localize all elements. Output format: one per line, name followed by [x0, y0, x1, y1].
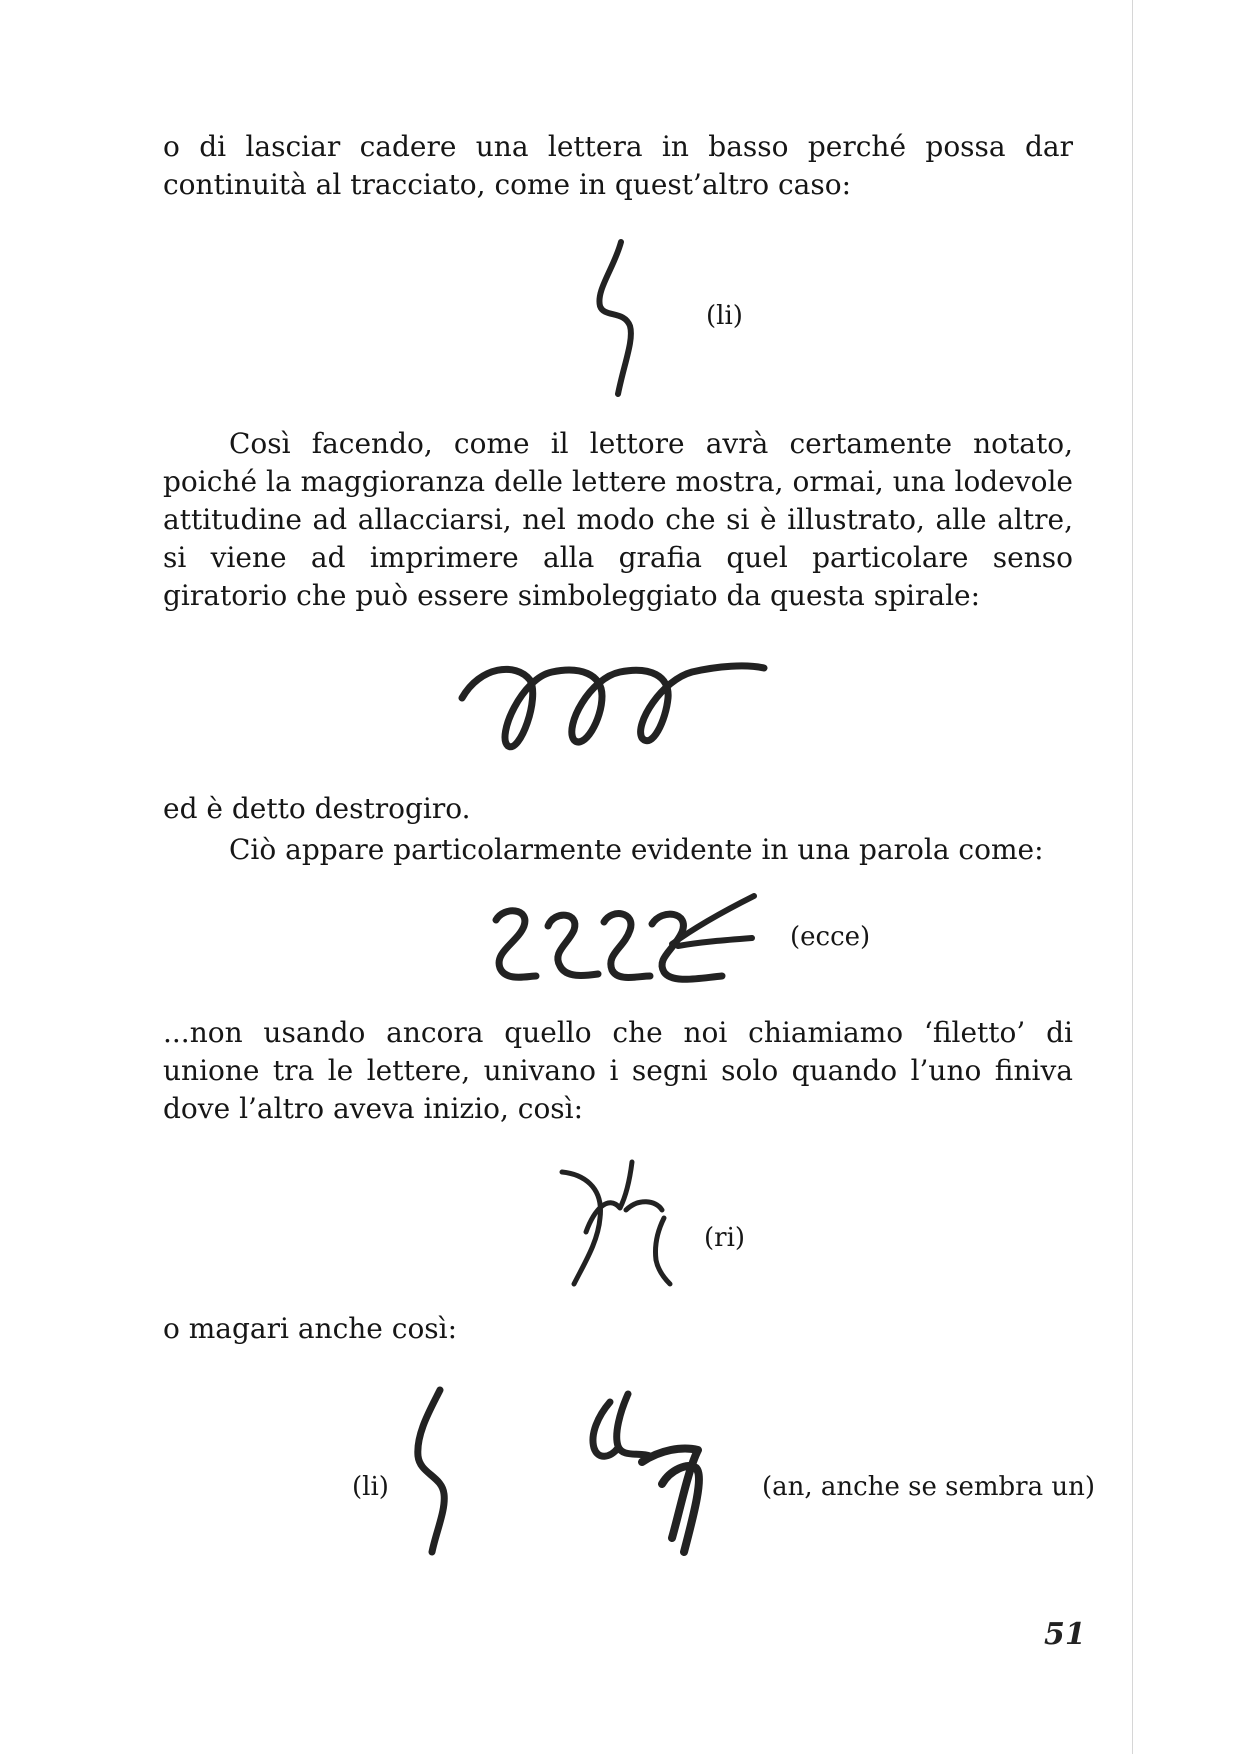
an-glyph: [584, 1392, 714, 1554]
ecce-glyph: [486, 892, 756, 988]
paragraph-intro: o di lasciar cadere una lettera in basso perché possa dar continuità al tracciato, come in quest’altro caso:: [163, 130, 1073, 201]
spiral-glyph: [456, 652, 772, 764]
li-ligature-glyph: [590, 238, 660, 398]
label-li: (li): [706, 301, 743, 331]
page-number: 51: [1044, 1617, 1086, 1652]
paragraph-example: Ciò appare particolarmente evidente in una parola come:: [229, 833, 1044, 866]
paragraph-destrogiro: ed è detto destrogiro.: [163, 792, 471, 825]
page-edge-divider: [1132, 0, 1133, 1754]
label-li-second: (li): [352, 1472, 389, 1502]
li-glyph-second: [410, 1386, 462, 1556]
ri-glyph: [560, 1160, 686, 1286]
label-ecce: (ecce): [790, 922, 871, 952]
paragraph-filetto: ...non usando ancora quello che noi chiamiamo ‘filetto’ di unione tra le lettere, univano i segni solo quando l’uno finiva dove l’altro aveva inizio, così:: [163, 1016, 1073, 1125]
paragraph-magari: o magari anche così:: [163, 1312, 458, 1345]
label-ri: (ri): [704, 1223, 746, 1253]
label-an: (an, anche se sembra un): [762, 1472, 1095, 1502]
paragraph-spiral: Così facendo, come il lettore avrà certamente notato, poiché la maggioranza delle lettere mostra, ormai, una lodevole attitudine ad allacciarsi, nel modo che si è illustrato, alle altre, si viene ad imprimere alla grafia quel particolare senso giratorio che può essere simboleggiato da questa spirale:: [163, 427, 1073, 612]
